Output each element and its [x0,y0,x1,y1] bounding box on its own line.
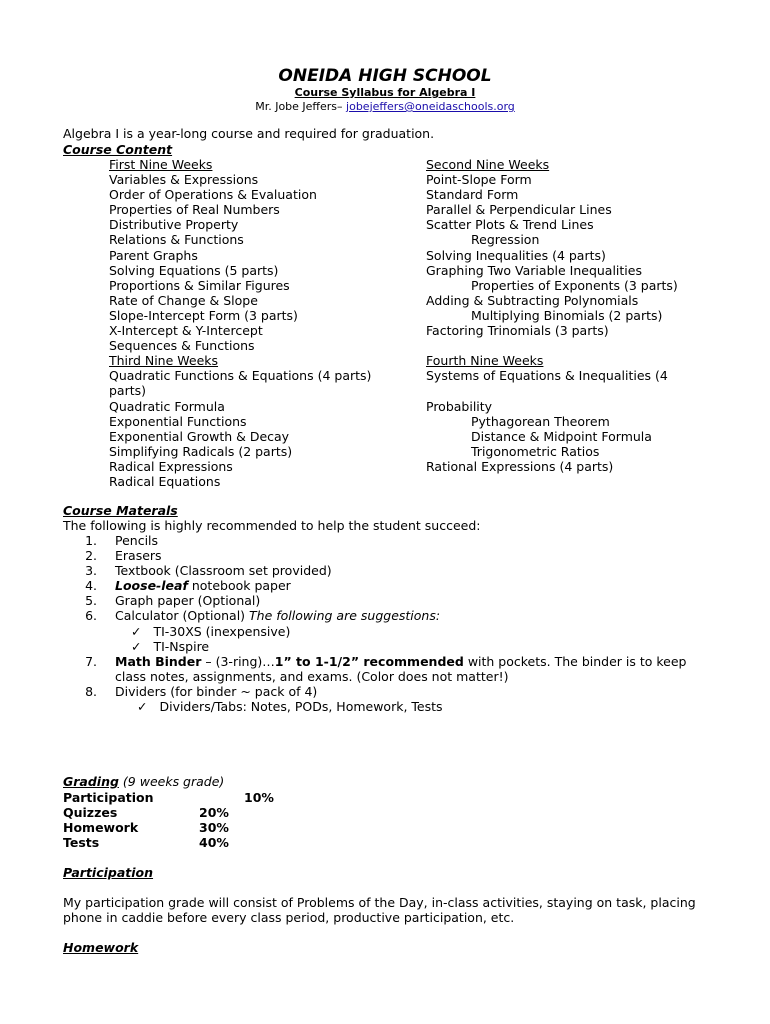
item-text-rest: notebook paper [187,578,291,593]
check-mark-icon: ✓ [131,639,142,654]
topic-left-3: Properties of Real Numbers [109,202,280,218]
topic-right-2: Standard Form [426,187,519,203]
content-left-column [109,157,371,489]
check-item-text: Dividers/Tabs: Notes, PODs, Homework, Tests [159,699,443,714]
grade-label: Quizzes [63,805,118,820]
item-number: 8. [85,684,97,699]
topic-left-20: Radical Expressions [109,458,233,474]
item-text: Erasers [115,548,162,563]
topic-right-1: Point-Slope Form [426,172,532,188]
topic-left-18: Exponential Growth & Decay [109,428,290,444]
item-text: Dividers (for binder ~ pack of 4) [115,684,318,699]
item-text: Graph paper (Optional) [115,593,261,608]
check-mark-icon: ✓ [131,624,142,639]
topic-left-6: Parent Graphs [109,247,198,263]
topic-left-12: Sequences & Functions [109,338,255,354]
item-number: 6. [85,608,97,623]
topic-left-8: Proportions & Similar Figures [109,277,290,293]
topic-right-11: Factoring Trinomials (3 parts) [426,323,609,339]
topic-left-14: Quadratic Functions & Equations (4 parts) [109,368,372,384]
item-number: 7. [85,654,97,669]
item-text: Textbook (Classroom set provided) [115,563,332,578]
topic-right-13: Fourth Nine Weeks [426,353,544,369]
topic-right-19: Trigonometric Ratios [471,443,600,459]
item-text [115,608,440,623]
syllabus-subtitle: Course Syllabus for Algebra I [294,86,476,99]
grade-percent: 20% [199,805,229,820]
check-item [131,639,209,654]
topic-right-6: Solving Inequalities (4 parts) [426,247,606,263]
grade-percent: 10% [244,790,274,805]
suggestions-text: The following are suggestions: [249,608,441,623]
topic-right-4: Scatter Plots & Trend Lines [426,217,594,233]
grading-heading: Grading [63,774,119,789]
item-number: 4. [85,578,97,593]
course-content-heading: Course Content [63,142,173,157]
school-title: ONEIDA HIGH SCHOOL [278,66,492,86]
grade-label: Tests [63,835,100,850]
teacher-line [0,100,770,113]
topic-left-16: Quadratic Formula [109,398,225,414]
topic-left-7: Solving Equations (5 parts) [109,262,279,278]
grade-label: Participation [63,790,154,805]
topic-right-3: Parallel & Perpendicular Lines [426,202,612,218]
topic-right-18: Distance & Midpoint Formula [471,428,652,444]
teacher-email-link[interactable]: jobejeffers@oneidaschools.org [346,100,515,113]
loose-leaf-bold: Loose-leaf [115,578,188,593]
topic-left-15: parts) [109,383,147,399]
topic-right-0: Second Nine Weeks [426,157,550,172]
participation-heading: Participation [63,865,154,880]
topic-left-10: Slope-Intercept Form (3 parts) [109,307,298,323]
check-item-text: TI-Nspire [153,639,210,654]
topic-right-7: Graphing Two Variable Inequalities [426,262,642,278]
content-right-column [426,157,678,474]
math-binder-bold: Math Binder [115,654,202,669]
participation-text-line1: My participation grade will consist of Problems of the Day, in-class activities, staying on task, placing [63,895,696,910]
materials-intro: The following is highly recommended to help the student succeed: [63,518,481,533]
check-item [131,624,290,639]
grade-percent: 30% [199,820,229,835]
topic-right-9: Adding & Subtracting Polynomials [426,292,639,308]
topic-left-2: Order of Operations & Evaluation [109,187,317,203]
materials-heading: Course Materals [63,503,178,518]
topic-left-0: First Nine Weeks [109,157,213,172]
grade-percent: 40% [199,835,229,850]
topic-right-14: Systems of Equations & Inequalities (4 [426,368,668,384]
item-text [115,578,291,593]
intro-text: Algebra I is a year-long course and required for graduation. [63,126,435,141]
topic-right-17: Pythagorean Theorem [471,413,610,429]
item-text-continued: class notes, assignments, and exams. (Color does not matter!) [115,669,509,684]
topic-left-4: Distributive Property [109,217,239,233]
topic-left-1: Variables & Expressions [109,172,259,188]
topic-right-20: Rational Expressions (4 parts) [426,458,614,474]
topic-right-16: Probability [426,398,493,414]
topic-right-12 [426,338,678,353]
item-number: 3. [85,563,97,578]
item-text [115,654,687,669]
topic-left-5: Relations & Functions [109,232,244,248]
check-mark-icon: ✓ [137,699,148,714]
topic-right-15 [426,383,678,398]
participation-text-line2: phone in caddie before every class period, productive participation, etc. [63,910,515,925]
topic-left-21: Radical Equations [109,473,221,489]
item-text-mid: – (3-ring)… [201,654,275,669]
topic-right-8: Properties of Exponents (3 parts) [471,277,678,293]
item-number: 2. [85,548,97,563]
check-item-text: TI-30XS (inexpensive) [153,624,291,639]
topic-left-17: Exponential Functions [109,413,247,429]
topic-left-9: Rate of Change & Slope [109,292,258,308]
item-number: 1. [85,533,97,548]
homework-heading: Homework [63,940,139,955]
item-number: 5. [85,593,97,608]
grading-note: (9 weeks grade) [118,774,225,789]
item-text-rest: with pockets. The binder is to keep [463,654,687,669]
topic-left-13: Third Nine Weeks [109,353,219,369]
topic-left-19: Simplifying Radicals (2 parts) [109,443,293,459]
topic-right-10: Multiplying Binomials (2 parts) [471,307,663,323]
item-text: Pencils [115,533,159,548]
binder-size-bold: 1” to 1-1/2” recommended [274,654,464,669]
teacher-name: Mr. Jobe Jeffers– [255,100,347,113]
grade-label: Homework [63,820,139,835]
topic-right-5: Regression [471,232,540,248]
calculator-text: Calculator (Optional) [115,608,250,623]
topic-left-11: X-Intercept & Y-Intercept [109,323,263,339]
check-item [137,699,443,714]
grading-heading-line [63,774,224,789]
